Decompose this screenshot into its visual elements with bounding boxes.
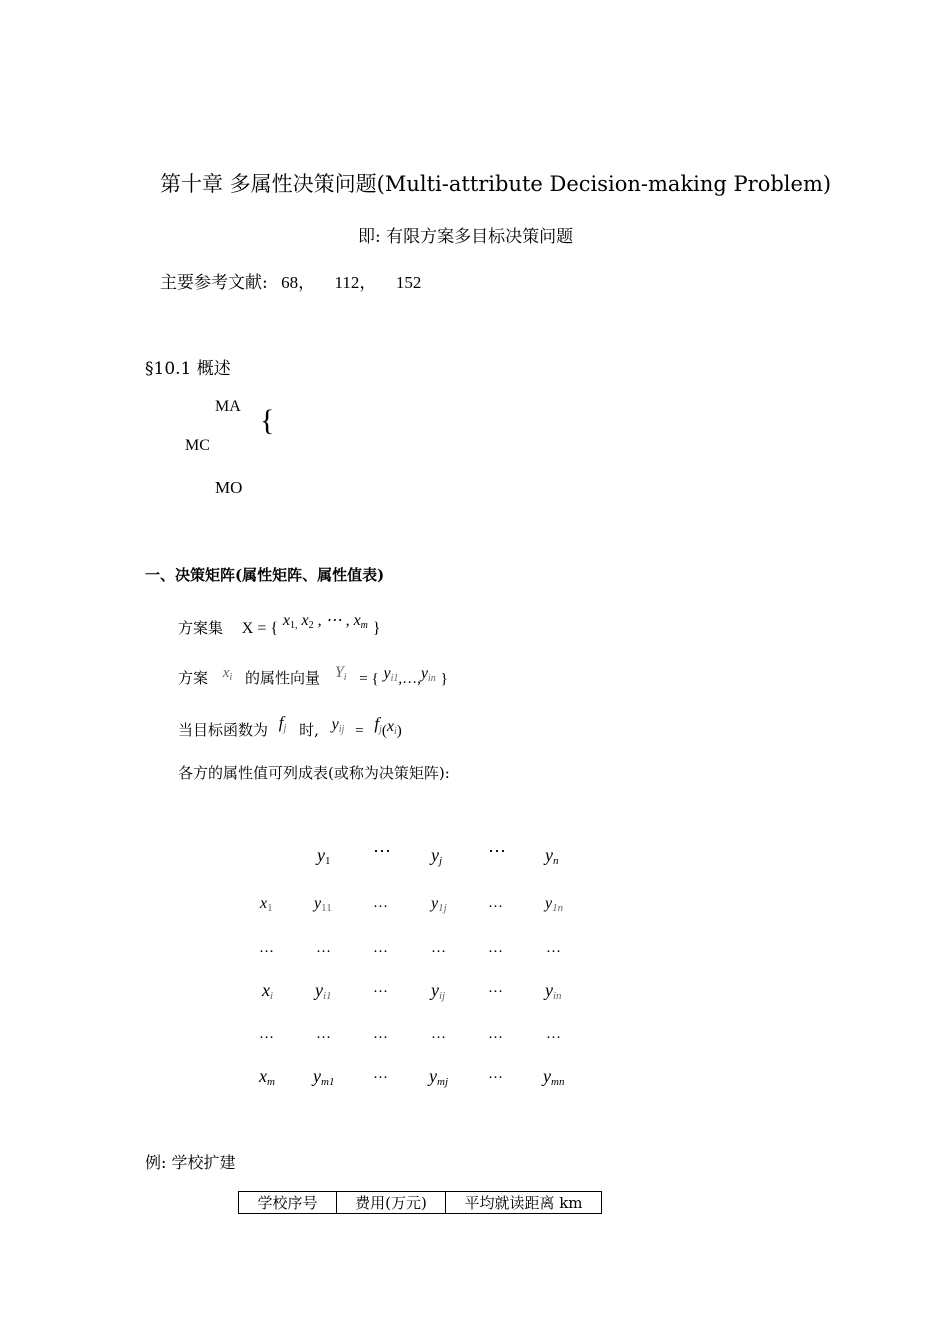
objective-function-line: 当目标函数为 $f_j$ 时, $y_{ij} = f_j(x_i)$ <box>178 713 402 739</box>
reference-item: 152 <box>395 273 422 292</box>
section-heading: §10.1 概述 <box>145 359 231 379</box>
vector-label: 方案 <box>178 669 209 687</box>
ma-label: MA <box>215 398 241 415</box>
references-label: 主要参考文献: <box>160 273 268 293</box>
vector-mid: 的属性向量 <box>245 669 321 687</box>
set-equation: X = { <box>241 620 279 637</box>
mo-label: MO <box>215 478 243 497</box>
set-label: 方案集 <box>178 619 224 637</box>
table-row <box>239 1192 602 1214</box>
table-note: 各方的属性值可列成表(或称为决策矩阵): <box>178 764 450 782</box>
table-header-cell: 学校序号 <box>239 1192 337 1214</box>
example-label: 例: 学校扩建 <box>145 1153 236 1172</box>
school-table <box>238 1191 602 1214</box>
page-title: 第十章 多属性决策问题(Multi-attribute Decision-making Problem) <box>160 172 832 196</box>
objective-mid: 时, <box>299 721 319 739</box>
attribute-vector-line: 方案 $x_i$ 的属性向量 $Y_i$ = { $y_{i1},\dots,y_{in}$ } <box>178 664 448 687</box>
mc-label: MC <box>185 437 210 454</box>
table-header-cell: 费用(万元) <box>337 1192 446 1214</box>
references <box>160 268 421 293</box>
alternative-set-line: 方案集 X = { $x_{1,}$ $x_2$ , ⋯ , $x_m$ } <box>178 612 381 637</box>
table-header-cell: 平均就读距离 km <box>446 1192 602 1214</box>
reference-item: 68， <box>281 273 316 292</box>
objective-label: 当目标函数为 <box>178 721 269 739</box>
reference-item: 112， <box>334 273 377 292</box>
set-elements: $x_{1,}$ $x_2$ , ⋯ , $x_m$ <box>282 612 368 631</box>
brace-symbol: { <box>260 404 275 437</box>
decision-matrix-heading: 一、决策矩阵(属性矩阵、属性值表) <box>145 566 385 584</box>
page-subtitle: 即: 有限方案多目标决策问题 <box>358 227 574 247</box>
